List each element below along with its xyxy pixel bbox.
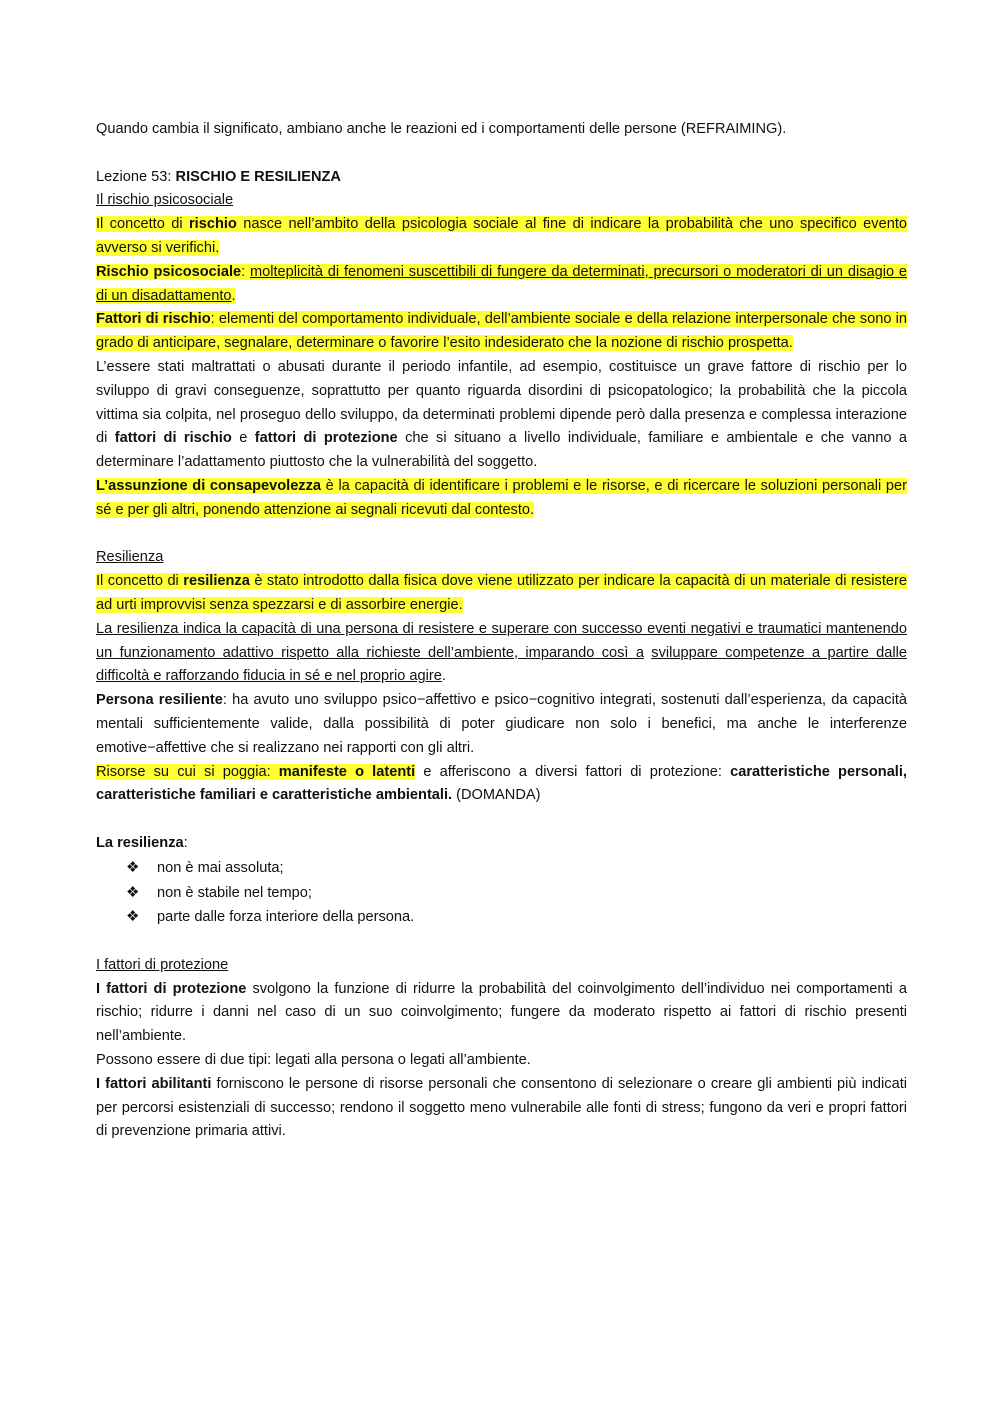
paragraph-fattori-rischio: Fattori di rischio: elementi del comportamento individuale, dell’ambiente sociale e della relazione interpersonale che sono in grado di anticipare, segnalare, determinare o favorire l’esito indesiderato che la nozione di rischio prospetta.: [96, 311, 908, 352]
list-item: ❖ non è mai assoluta;: [126, 856, 907, 881]
diamond-bullet-icon: ❖: [126, 858, 140, 876]
lesson-label: Lezione 53:: [96, 168, 176, 185]
paragraph-risorse: Risorse su cui si poggia: manifeste o latenti e afferiscono a diversi fattori di protezione: caratteristiche personali, caratteristiche familiari e caratteristiche ambientali. (DOMANDA): [96, 763, 907, 804]
paragraph-fattori-protezione: I fattori di protezione svolgono la funzione di ridurre la probabilità del coinvolgimento dell’individuo nei comportamenti a rischio; ridurre i danni nel caso di un suo coinvolgimento; fungere da moderato rispetto ai fattori di rischio presenti nell’ambiente.: [96, 980, 907, 1045]
lesson-heading: [96, 166, 907, 190]
paragraph-concetto-rischio: Il concetto di rischio nasce nell’ambito della psicologia sociale al fine di indicare la probabilità che uno specifico evento avverso si verifichi.: [96, 216, 907, 256]
paragraph-fattori-abilitanti: I fattori abilitanti forniscono le persone di risorse personali che consentono di selezionare o creare gli ambienti più indicati per percorsi esistenziali di successo; rendono il soggetto meno vulnerabile alle fonti di stress; fungono da veri e propri fattori di prevenzione primaria attivi.: [96, 1075, 907, 1140]
document-body: [96, 118, 907, 1144]
resilienza-list-heading: La resilienza:: [96, 834, 188, 851]
paragraph-rischio-psicosociale: Rischio psicosociale: molteplicità di fenomeni suscettibili di fungere da determinati, precursori o moderatori di un disagio e di un disadattamento.: [96, 263, 907, 304]
list-item: ❖ parte dalle forza interiore della persona.: [126, 905, 907, 930]
section-heading-rischio: Il rischio psicosociale: [96, 192, 234, 209]
paragraph-due-tipi: Possono essere di due tipi: legati alla persona o legati all’ambiente.: [96, 1052, 531, 1069]
lesson-title: RISCHIO E RESILIENZA: [175, 168, 341, 185]
resilienza-list: [96, 856, 907, 930]
paragraph-resilienza-indica: La resilienza indica la capacità di una persona di resistere e superare con successo eventi negativi e traumatici mantenendo un funzionamento adattivo rispetto alla richieste dell’ambiente, imparando così a sviluppare competenze a partire dalle difficoltà e rafforzando fiducia in sé e nel proprio agire.: [96, 620, 907, 685]
diamond-bullet-icon: ❖: [126, 883, 140, 901]
paragraph-maltrattati: L’essere stati maltrattati o abusati durante il periodo infantile, ad esempio, costituisce un grave fattore di rischio per lo sviluppo di gravi conseguenze, soprattutto per quanto riguarda disordini di psicopatologico; la probabilità che la piccola vittima sia colpita, nel proseguo dello sviluppo, da determinati problemi dipende però dalla presenza e complessa interazione di fattori di rischio e fattori di protezione che si situano a livello individuale, familiare e ambientale e che vanno a determinare l’adattamento piuttosto che la vulnerabilità del soggetto.: [96, 358, 907, 471]
section-heading-resilienza: Resilienza: [96, 549, 164, 566]
paragraph-consapevolezza: L’assunzione di consapevolezza è la capacità di identificare i problemi e le risorse, e di ricercare le soluzioni personali per sé e per gli altri, ponendo attenzione ai segnali ricevuti dal contesto.: [96, 477, 908, 518]
paragraph-concetto-resilienza: Il concetto di resilienza è stato introdotto dalla fisica dove viene utilizzato per indicare la capacità di un materiale di resistere ad urti improvvisi senza spezzarsi e di assorbire energie.: [96, 573, 907, 613]
section-heading-fattori-protezione: I fattori di protezione: [96, 956, 229, 973]
paragraph-persona-resiliente: Persona resiliente: ha avuto uno sviluppo psico−affettivo e psico−cognitivo integrati, sostenuti dall’esperienza, da capacità mentali sufficientemente valide, dalla possibilità di poter giudicare non solo i benefici, ma anche le interferenze emotive−affettive che si realizzano nei rapporti con gli altri.: [96, 692, 907, 756]
list-item: ❖ non è stabile nel tempo;: [126, 881, 907, 906]
diamond-bullet-icon: ❖: [126, 908, 140, 926]
intro-paragraph: Quando cambia il significato, ambiano anche le reazioni ed i comportamenti delle persone (REFRAIMING).: [96, 121, 787, 137]
